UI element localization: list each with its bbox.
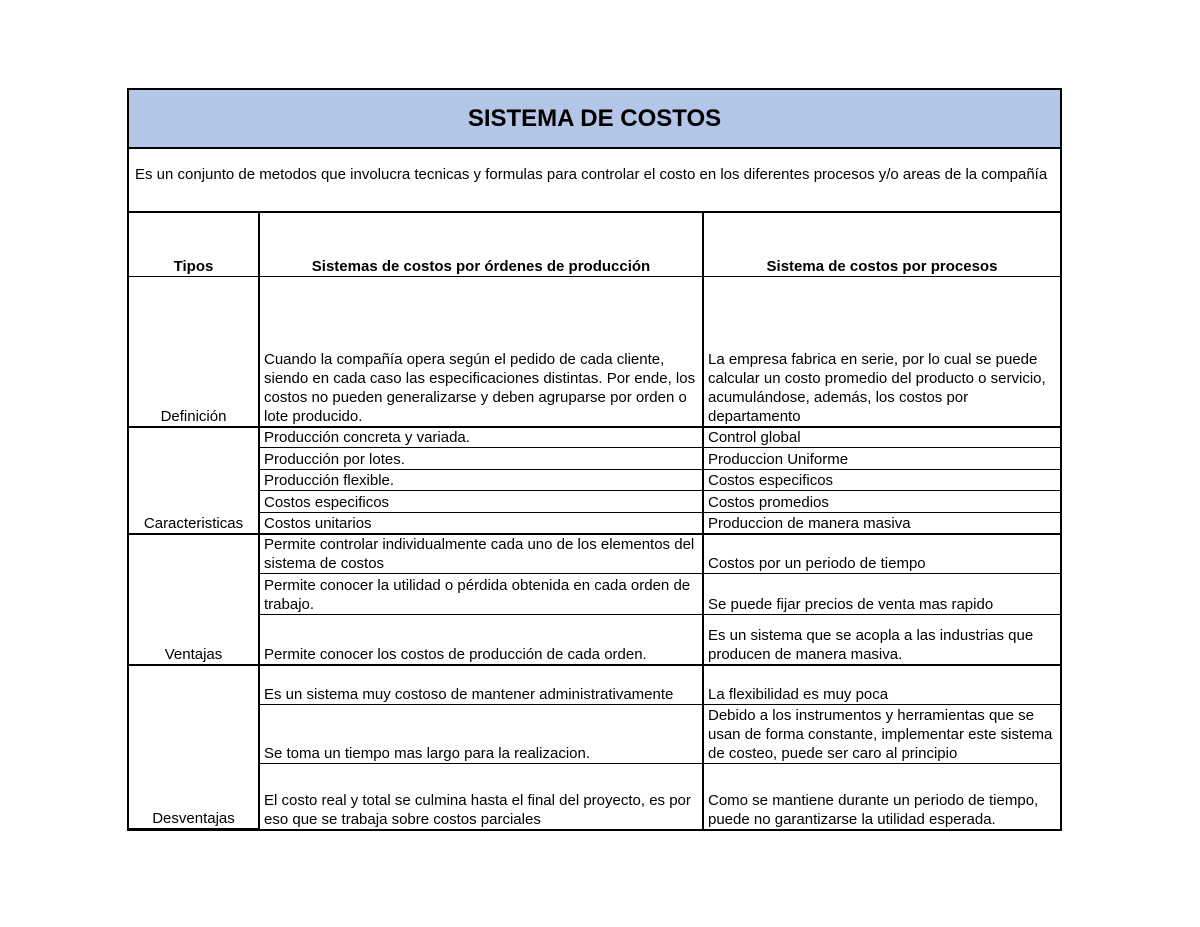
comparison-table [129, 213, 1060, 829]
desventajas-row [129, 705, 1060, 764]
ventajas-procesos: Es un sistema que se acopla a las industrias que producen de manera masiva. [703, 615, 1060, 665]
desventajas-ordenes: El costo real y total se culmina hasta el final del proyecto, es por eso que se trabaja sobre costos parciales [259, 764, 703, 829]
header-row [129, 213, 1060, 277]
caracteristicas-ordenes: Costos unitarios [259, 513, 703, 534]
desventajas-procesos: Como se mantiene durante un periodo de tiempo, puede no garantizarse la utilidad esperada. [703, 764, 1060, 829]
header-procesos: Sistema de costos por procesos [703, 213, 1060, 277]
caracteristicas-procesos: Control global [703, 427, 1060, 448]
definicion-row [129, 277, 1060, 427]
definicion-label: Definición [129, 277, 259, 427]
caracteristicas-row [129, 513, 1060, 534]
caracteristicas-procesos: Costos especificos [703, 470, 1060, 491]
caracteristicas-ordenes: Producción flexible. [259, 470, 703, 491]
caracteristicas-row [129, 427, 1060, 448]
header-ordenes: Sistemas de costos por órdenes de producción [259, 213, 703, 277]
desventajas-label: Desventajas [129, 665, 259, 829]
desventajas-procesos: Debido a los instrumentos y herramientas que se usan de forma constante, implementar este sistema de costeo, puede ser caro al principio [703, 705, 1060, 764]
ventajas-ordenes: Permite conocer la utilidad o pérdida obtenida en cada orden de trabajo. [259, 574, 703, 615]
caracteristicas-row [129, 491, 1060, 513]
definicion-procesos: La empresa fabrica en serie, por lo cual se puede calcular un costo promedio del producto o servicio, acumulándose, además, los costos por departamento [703, 277, 1060, 427]
costs-sheet [127, 88, 1062, 831]
desventajas-procesos: La flexibilidad es muy poca [703, 665, 1060, 705]
caracteristicas-procesos: Costos promedios [703, 491, 1060, 513]
caracteristicas-ordenes: Costos especificos [259, 491, 703, 513]
caracteristicas-ordenes: Producción concreta y variada. [259, 427, 703, 448]
ventajas-row [129, 534, 1060, 574]
caracteristicas-label: Caracteristicas [129, 427, 259, 534]
definicion-ordenes: Cuando la compañía opera según el pedido de cada cliente, siendo en cada caso las especificaciones distintas. Por ende, los costos no pueden generalizarse y deben agruparse por orden o lote producido. [259, 277, 703, 427]
desventajas-row [129, 764, 1060, 829]
ventajas-label: Ventajas [129, 534, 259, 665]
caracteristicas-procesos: Produccion de manera masiva [703, 513, 1060, 534]
caracteristicas-row [129, 448, 1060, 470]
caracteristicas-row [129, 470, 1060, 491]
caracteristicas-ordenes: Producción por lotes. [259, 448, 703, 470]
ventajas-row [129, 615, 1060, 665]
desventajas-row [129, 665, 1060, 705]
desventajas-ordenes: Es un sistema muy costoso de mantener administrativamente [259, 665, 703, 705]
sheet-title: SISTEMA DE COSTOS [129, 90, 1060, 149]
ventajas-ordenes: Permite controlar individualmente cada uno de los elementos del sistema de costos [259, 534, 703, 574]
caracteristicas-procesos: Produccion Uniforme [703, 448, 1060, 470]
system-description: Es un conjunto de metodos que involucra tecnicas y formulas para controlar el costo en los diferentes procesos y/o areas de la compañía [129, 149, 1060, 213]
ventajas-row [129, 574, 1060, 615]
ventajas-ordenes: Permite conocer los costos de producción de cada orden. [259, 615, 703, 665]
desventajas-ordenes: Se toma un tiempo mas largo para la realizacion. [259, 705, 703, 764]
ventajas-procesos: Se puede fijar precios de venta mas rapido [703, 574, 1060, 615]
ventajas-procesos: Costos por un periodo de tiempo [703, 534, 1060, 574]
header-tipos: Tipos [129, 213, 259, 277]
